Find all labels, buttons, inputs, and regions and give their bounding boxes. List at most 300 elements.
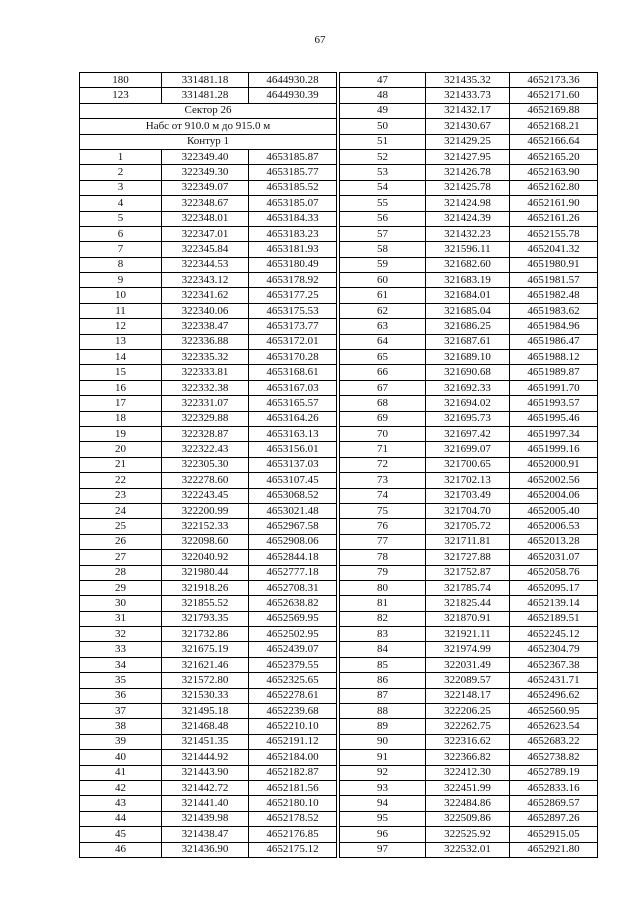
point-number-cell: 44: [80, 811, 162, 826]
y-coordinate-cell: 4652908.06: [249, 534, 337, 549]
y-coordinate-cell: 4652163.90: [510, 165, 598, 180]
table-row: [340, 811, 598, 826]
table-row: [340, 565, 598, 580]
table-row: [80, 396, 337, 411]
y-coordinate-cell: 4652165.20: [510, 149, 598, 164]
point-number-cell: 85: [340, 657, 426, 672]
x-coordinate-cell: 331481.18: [162, 73, 249, 88]
table-row: [340, 149, 598, 164]
point-number-cell: 16: [80, 380, 162, 395]
table-row: [80, 211, 337, 226]
x-coordinate-cell: 321441.40: [162, 796, 249, 811]
x-coordinate-cell: 321621.46: [162, 657, 249, 672]
point-number-cell: 180: [80, 73, 162, 88]
y-coordinate-cell: 4652178.52: [249, 811, 337, 826]
x-coordinate-cell: 322336.88: [162, 334, 249, 349]
table-row: [340, 365, 598, 380]
x-coordinate-cell: 322243.45: [162, 488, 249, 503]
y-coordinate-cell: 4651981.57: [510, 273, 598, 288]
x-coordinate-cell: 321435.32: [426, 73, 510, 88]
x-coordinate-cell: 321429.25: [426, 134, 510, 149]
point-number-cell: 62: [340, 303, 426, 318]
x-coordinate-cell: 322344.53: [162, 257, 249, 272]
point-number-cell: 26: [80, 534, 162, 549]
point-number-cell: 24: [80, 503, 162, 518]
y-coordinate-cell: 4644930.28: [249, 73, 337, 88]
point-number-cell: 31: [80, 611, 162, 626]
x-coordinate-cell: 322366.82: [426, 750, 510, 765]
table-row: [80, 165, 337, 180]
y-coordinate-cell: 4653163.13: [249, 426, 337, 441]
table-row: [80, 688, 337, 703]
y-coordinate-cell: 4653156.01: [249, 442, 337, 457]
point-number-cell: 7: [80, 242, 162, 257]
point-number-cell: 39: [80, 734, 162, 749]
y-coordinate-cell: 4652180.10: [249, 796, 337, 811]
y-coordinate-cell: 4652738.82: [510, 750, 598, 765]
x-coordinate-cell: 321785.74: [426, 580, 510, 595]
point-number-cell: 66: [340, 365, 426, 380]
x-coordinate-cell: 321855.52: [162, 596, 249, 611]
table-row: [340, 627, 598, 642]
point-number-cell: 69: [340, 411, 426, 426]
table-row: [80, 565, 337, 580]
point-number-cell: 12: [80, 319, 162, 334]
y-coordinate-cell: 4651995.46: [510, 411, 598, 426]
table-row: [340, 211, 598, 226]
y-coordinate-cell: 4653168.61: [249, 365, 337, 380]
table-row: [340, 503, 598, 518]
point-number-cell: 36: [80, 688, 162, 703]
point-number-cell: 123: [80, 88, 162, 103]
y-coordinate-cell: 4651988.12: [510, 350, 598, 365]
y-coordinate-cell: 4652139.14: [510, 596, 598, 611]
y-coordinate-cell: 4653137.03: [249, 457, 337, 472]
x-coordinate-cell: 321870.91: [426, 611, 510, 626]
x-coordinate-cell: 321444.92: [162, 750, 249, 765]
x-coordinate-cell: 321703.49: [426, 488, 510, 503]
point-number-cell: 82: [340, 611, 426, 626]
point-number-cell: 78: [340, 550, 426, 565]
table-row: [80, 257, 337, 272]
table-row: [80, 473, 337, 488]
point-number-cell: 68: [340, 396, 426, 411]
y-coordinate-cell: 4652210.10: [249, 719, 337, 734]
x-coordinate-cell: 322348.01: [162, 211, 249, 226]
x-coordinate-cell: 321697.42: [426, 426, 510, 441]
x-coordinate-cell: 321752.87: [426, 565, 510, 580]
point-number-cell: 56: [340, 211, 426, 226]
point-number-cell: 3: [80, 180, 162, 195]
point-number-cell: 84: [340, 642, 426, 657]
point-number-cell: 11: [80, 303, 162, 318]
sector-title-row: [80, 103, 337, 118]
point-number-cell: 19: [80, 426, 162, 441]
y-coordinate-cell: 4652171.60: [510, 88, 598, 103]
table-row: [80, 811, 337, 826]
x-coordinate-cell: 322031.49: [426, 657, 510, 672]
x-coordinate-cell: 322148.17: [426, 688, 510, 703]
table-row: [340, 165, 598, 180]
y-coordinate-cell: 4652623.54: [510, 719, 598, 734]
table-row: [340, 196, 598, 211]
x-coordinate-cell: 321686.25: [426, 319, 510, 334]
y-coordinate-cell: 4653184.33: [249, 211, 337, 226]
height-range: Набс от 910.0 м до 915.0 м: [80, 119, 337, 134]
point-number-cell: 79: [340, 565, 426, 580]
x-coordinate-cell: 322532.01: [426, 842, 510, 857]
y-coordinate-cell: 4652915.05: [510, 827, 598, 842]
point-number-cell: 92: [340, 765, 426, 780]
contour-label-row: [80, 134, 337, 149]
table-row: [80, 719, 337, 734]
x-coordinate-cell: 322152.33: [162, 519, 249, 534]
x-coordinate-cell: 322200.99: [162, 503, 249, 518]
point-number-cell: 41: [80, 765, 162, 780]
table-row: [340, 796, 598, 811]
x-coordinate-cell: 321683.19: [426, 273, 510, 288]
x-coordinate-cell: 321439.98: [162, 811, 249, 826]
y-coordinate-cell: 4651984.96: [510, 319, 598, 334]
y-coordinate-cell: 4652777.18: [249, 565, 337, 580]
x-coordinate-cell: 322331.07: [162, 396, 249, 411]
table-row: [340, 473, 598, 488]
table-row: [80, 750, 337, 765]
table-row: [340, 257, 598, 272]
point-number-cell: 29: [80, 580, 162, 595]
table-row: [80, 73, 337, 88]
x-coordinate-cell: 322412.30: [426, 765, 510, 780]
y-coordinate-cell: 4651980.91: [510, 257, 598, 272]
point-number-cell: 17: [80, 396, 162, 411]
x-coordinate-cell: 321974.99: [426, 642, 510, 657]
table-row: [80, 380, 337, 395]
point-number-cell: 20: [80, 442, 162, 457]
point-number-cell: 48: [340, 88, 426, 103]
point-number-cell: 35: [80, 673, 162, 688]
table-row: [80, 303, 337, 318]
table-row: [340, 119, 598, 134]
table-row: [80, 534, 337, 549]
table-row: [340, 288, 598, 303]
y-coordinate-cell: 4651982.48: [510, 288, 598, 303]
x-coordinate-cell: 322206.25: [426, 704, 510, 719]
y-coordinate-cell: 4653175.53: [249, 303, 337, 318]
x-coordinate-cell: 322335.32: [162, 350, 249, 365]
y-coordinate-cell: 4652921.80: [510, 842, 598, 857]
table-row: [80, 519, 337, 534]
y-coordinate-cell: 4652173.36: [510, 73, 598, 88]
table-row: [80, 842, 337, 857]
y-coordinate-cell: 4652560.95: [510, 704, 598, 719]
x-coordinate-cell: 322341.62: [162, 288, 249, 303]
point-number-cell: 33: [80, 642, 162, 657]
x-coordinate-cell: 321596.11: [426, 242, 510, 257]
y-coordinate-cell: 4653164.26: [249, 411, 337, 426]
x-coordinate-cell: 321700.65: [426, 457, 510, 472]
x-coordinate-cell: 321572.80: [162, 673, 249, 688]
point-number-cell: 61: [340, 288, 426, 303]
point-number-cell: 54: [340, 180, 426, 195]
point-number-cell: 96: [340, 827, 426, 842]
y-coordinate-cell: 4652245.12: [510, 627, 598, 642]
y-coordinate-cell: 4653185.52: [249, 180, 337, 195]
x-coordinate-cell: 321424.39: [426, 211, 510, 226]
point-number-cell: 50: [340, 119, 426, 134]
x-coordinate-cell: 321468.48: [162, 719, 249, 734]
point-number-cell: 45: [80, 827, 162, 842]
x-coordinate-cell: 321694.02: [426, 396, 510, 411]
point-number-cell: 46: [80, 842, 162, 857]
y-coordinate-cell: 4652638.82: [249, 596, 337, 611]
table-row: [80, 442, 337, 457]
point-number-cell: 15: [80, 365, 162, 380]
y-coordinate-cell: 4652431.71: [510, 673, 598, 688]
x-coordinate-cell: 322329.88: [162, 411, 249, 426]
x-coordinate-cell: 322345.84: [162, 242, 249, 257]
y-coordinate-cell: 4652058.76: [510, 565, 598, 580]
y-coordinate-cell: 4652844.18: [249, 550, 337, 565]
point-number-cell: 90: [340, 734, 426, 749]
x-coordinate-cell: 322098.60: [162, 534, 249, 549]
x-coordinate-cell: 321705.72: [426, 519, 510, 534]
table-row: [80, 365, 337, 380]
point-number-cell: 65: [340, 350, 426, 365]
contour-label: Контур 1: [80, 134, 337, 149]
x-coordinate-cell: 321430.67: [426, 119, 510, 134]
page-number: 67: [314, 34, 326, 46]
table-row: [80, 550, 337, 565]
x-coordinate-cell: 322509.86: [426, 811, 510, 826]
table-row: [340, 73, 598, 88]
table-row: [80, 642, 337, 657]
point-number-cell: 55: [340, 196, 426, 211]
x-coordinate-cell: 322305.30: [162, 457, 249, 472]
table-row: [80, 827, 337, 842]
y-coordinate-cell: 4652496.62: [510, 688, 598, 703]
point-number-cell: 88: [340, 704, 426, 719]
y-coordinate-cell: 4653177.25: [249, 288, 337, 303]
y-coordinate-cell: 4653068.52: [249, 488, 337, 503]
y-coordinate-cell: 4652002.56: [510, 473, 598, 488]
point-number-cell: 91: [340, 750, 426, 765]
table-row: [340, 519, 598, 534]
y-coordinate-cell: 4652175.12: [249, 842, 337, 857]
x-coordinate-cell: 321732.86: [162, 627, 249, 642]
table-row: [80, 88, 337, 103]
point-number-cell: 81: [340, 596, 426, 611]
table-row: [340, 319, 598, 334]
y-coordinate-cell: 4652041.32: [510, 242, 598, 257]
y-coordinate-cell: 4652833.16: [510, 780, 598, 795]
x-coordinate-cell: 321918.26: [162, 580, 249, 595]
y-coordinate-cell: 4652184.00: [249, 750, 337, 765]
x-coordinate-cell: 321443.90: [162, 765, 249, 780]
y-coordinate-cell: 4652569.95: [249, 611, 337, 626]
point-number-cell: 37: [80, 704, 162, 719]
point-number-cell: 93: [340, 780, 426, 795]
table-row: [340, 134, 598, 149]
table-row: [80, 627, 337, 642]
point-number-cell: 89: [340, 719, 426, 734]
table-row: [340, 842, 598, 857]
point-number-cell: 4: [80, 196, 162, 211]
table-row: [340, 550, 598, 565]
point-number-cell: 32: [80, 627, 162, 642]
y-coordinate-cell: 4652031.07: [510, 550, 598, 565]
x-coordinate-cell: 321711.81: [426, 534, 510, 549]
table-row: [340, 380, 598, 395]
x-coordinate-cell: 321432.23: [426, 226, 510, 241]
table-row: [340, 488, 598, 503]
point-number-cell: 22: [80, 473, 162, 488]
y-coordinate-cell: 4651989.87: [510, 365, 598, 380]
x-coordinate-cell: 322484.86: [426, 796, 510, 811]
table-row: [340, 688, 598, 703]
point-number-cell: 70: [340, 426, 426, 441]
y-coordinate-cell: 4653180.49: [249, 257, 337, 272]
table-row: [80, 180, 337, 195]
table-row: [340, 673, 598, 688]
x-coordinate-cell: 321442.72: [162, 780, 249, 795]
point-number-cell: 52: [340, 149, 426, 164]
table-row: [80, 673, 337, 688]
table-row: [80, 149, 337, 164]
y-coordinate-cell: 4653181.93: [249, 242, 337, 257]
table-row: [340, 442, 598, 457]
y-coordinate-cell: 4651983.62: [510, 303, 598, 318]
x-coordinate-cell: 321530.33: [162, 688, 249, 703]
y-coordinate-cell: 4652367.38: [510, 657, 598, 672]
table-row: [80, 488, 337, 503]
table-row: [80, 334, 337, 349]
y-coordinate-cell: 4651986.47: [510, 334, 598, 349]
x-coordinate-cell: 321695.73: [426, 411, 510, 426]
point-number-cell: 8: [80, 257, 162, 272]
table-row: [80, 319, 337, 334]
point-number-cell: 49: [340, 103, 426, 118]
point-number-cell: 74: [340, 488, 426, 503]
y-coordinate-cell: 4652000.91: [510, 457, 598, 472]
x-coordinate-cell: 321426.78: [426, 165, 510, 180]
x-coordinate-cell: 322348.67: [162, 196, 249, 211]
y-coordinate-cell: 4652004.06: [510, 488, 598, 503]
y-coordinate-cell: 4652897.26: [510, 811, 598, 826]
y-coordinate-cell: 4653165.57: [249, 396, 337, 411]
coordinates-table-right: [339, 72, 598, 858]
y-coordinate-cell: 4652325.65: [249, 673, 337, 688]
point-number-cell: 57: [340, 226, 426, 241]
point-number-cell: 34: [80, 657, 162, 672]
x-coordinate-cell: 322338.47: [162, 319, 249, 334]
y-coordinate-cell: 4653172.01: [249, 334, 337, 349]
y-coordinate-cell: 4652013.28: [510, 534, 598, 549]
table-row: [80, 796, 337, 811]
x-coordinate-cell: 322525.92: [426, 827, 510, 842]
x-coordinate-cell: 322349.07: [162, 180, 249, 195]
point-number-cell: 60: [340, 273, 426, 288]
point-number-cell: 71: [340, 442, 426, 457]
point-number-cell: 80: [340, 580, 426, 595]
table-row: [340, 396, 598, 411]
x-coordinate-cell: 321690.68: [426, 365, 510, 380]
y-coordinate-cell: 4653167.03: [249, 380, 337, 395]
table-row: [80, 273, 337, 288]
point-number-cell: 43: [80, 796, 162, 811]
x-coordinate-cell: 321704.70: [426, 503, 510, 518]
x-coordinate-cell: 322340.06: [162, 303, 249, 318]
point-number-cell: 86: [340, 673, 426, 688]
x-coordinate-cell: 321424.98: [426, 196, 510, 211]
point-number-cell: 73: [340, 473, 426, 488]
x-coordinate-cell: 321980.44: [162, 565, 249, 580]
x-coordinate-cell: 322316.62: [426, 734, 510, 749]
point-number-cell: 14: [80, 350, 162, 365]
point-number-cell: 63: [340, 319, 426, 334]
table-row: [340, 580, 598, 595]
table-row: [340, 242, 598, 257]
x-coordinate-cell: 322347.01: [162, 226, 249, 241]
y-coordinate-cell: 4652189.51: [510, 611, 598, 626]
table-row: [340, 642, 598, 657]
table-row: [80, 457, 337, 472]
table-row: [340, 534, 598, 549]
table-row: [340, 704, 598, 719]
point-number-cell: 6: [80, 226, 162, 241]
y-coordinate-cell: 4652005.40: [510, 503, 598, 518]
point-number-cell: 47: [340, 73, 426, 88]
y-coordinate-cell: 4652169.88: [510, 103, 598, 118]
y-coordinate-cell: 4653185.87: [249, 149, 337, 164]
x-coordinate-cell: 321427.95: [426, 149, 510, 164]
point-number-cell: 38: [80, 719, 162, 734]
y-coordinate-cell: 4653170.28: [249, 350, 337, 365]
table-row: [80, 503, 337, 518]
y-coordinate-cell: 4651999.16: [510, 442, 598, 457]
x-coordinate-cell: 321685.04: [426, 303, 510, 318]
x-coordinate-cell: 322333.81: [162, 365, 249, 380]
x-coordinate-cell: 321684.01: [426, 288, 510, 303]
y-coordinate-cell: 4652304.79: [510, 642, 598, 657]
point-number-cell: 9: [80, 273, 162, 288]
point-number-cell: 77: [340, 534, 426, 549]
y-coordinate-cell: 4652155.78: [510, 226, 598, 241]
table-row: [340, 180, 598, 195]
x-coordinate-cell: 321495.18: [162, 704, 249, 719]
point-number-cell: 87: [340, 688, 426, 703]
table-row: [340, 657, 598, 672]
point-number-cell: 51: [340, 134, 426, 149]
table-row: [340, 457, 598, 472]
x-coordinate-cell: 322040.92: [162, 550, 249, 565]
x-coordinate-cell: 331481.28: [162, 88, 249, 103]
table-row: [80, 765, 337, 780]
x-coordinate-cell: 321702.13: [426, 473, 510, 488]
point-number-cell: 76: [340, 519, 426, 534]
table-row: [340, 734, 598, 749]
x-coordinate-cell: 321699.07: [426, 442, 510, 457]
y-coordinate-cell: 4653185.07: [249, 196, 337, 211]
x-coordinate-cell: 321451.35: [162, 734, 249, 749]
y-coordinate-cell: 4644930.39: [249, 88, 337, 103]
point-number-cell: 97: [340, 842, 426, 857]
point-number-cell: 83: [340, 627, 426, 642]
table-row: [340, 334, 598, 349]
y-coordinate-cell: 4652278.61: [249, 688, 337, 703]
table-row: [80, 734, 337, 749]
point-number-cell: 10: [80, 288, 162, 303]
y-coordinate-cell: 4653178.92: [249, 273, 337, 288]
